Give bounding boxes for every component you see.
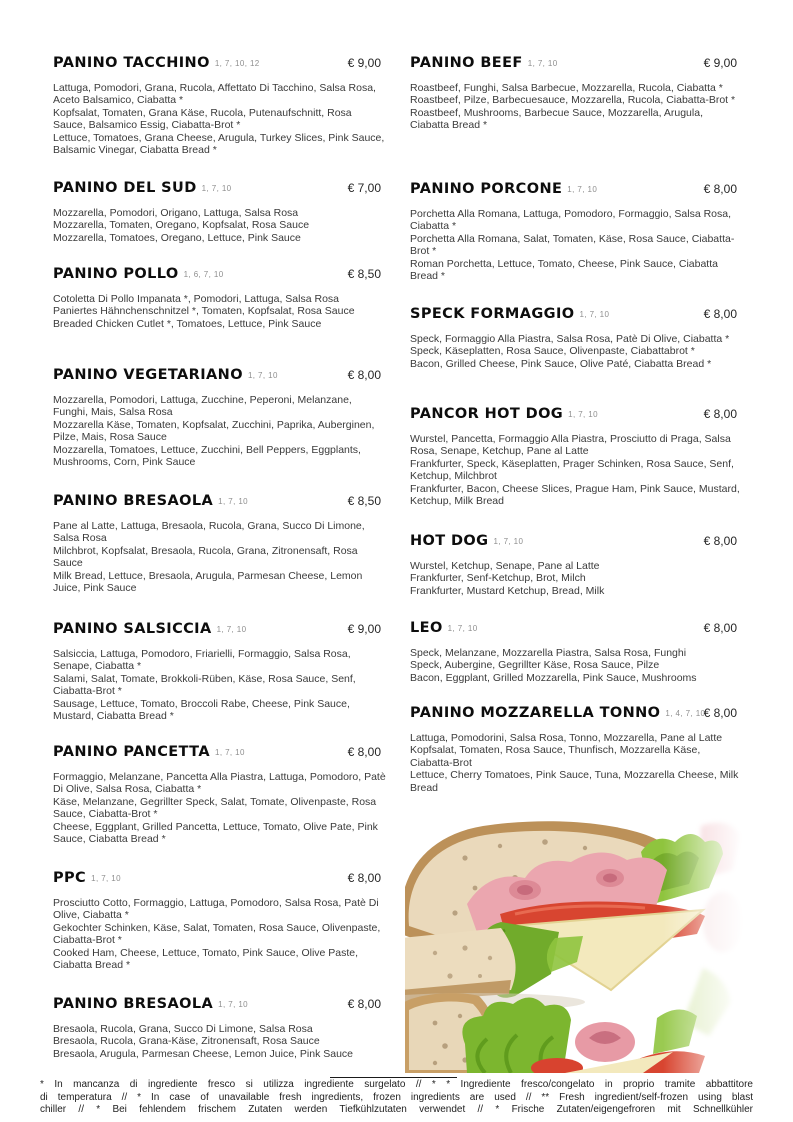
description-line-de: Mozzarella, Tomaten, Oregano, Kopfsalat, Rosa Sauce bbox=[53, 219, 310, 232]
item-allergens: 1, 7, 10 bbox=[567, 185, 598, 194]
item-price: € 8,00 bbox=[347, 871, 381, 885]
item-description bbox=[53, 82, 387, 156]
item-name bbox=[53, 996, 337, 1014]
item-header bbox=[53, 266, 387, 284]
description-line-it: Roastbeef, Funghi, Salsa Barbecue, Mozzarella, Rucola, Ciabatta * bbox=[410, 82, 723, 94]
description-line-it: Wurstel, Pancetta, Formaggio Alla Piastra, Prosciutto di Praga, Salsa Rosa, Senape, Ketchup, Pane al Latte bbox=[410, 433, 731, 458]
description-line-en: Bacon, Grilled Cheese, Pink Sauce, Olive Paté, Ciabatta Bread * bbox=[410, 357, 712, 370]
menu-item bbox=[53, 621, 387, 722]
description-line-en: Mozzarella, Tomatoes, Oregano, Lettuce, Pink Sauce bbox=[53, 231, 301, 244]
item-name-text: PANINO PANCETTA bbox=[53, 744, 210, 760]
description-line-it: Formaggio, Melanzane, Pancetta Alla Piastra, Lattuga, Pomodoro, Patè Di Olive, Salsa Rosa, Ciabatta * bbox=[53, 771, 386, 796]
item-name-text: PANINO BRESAOLA bbox=[53, 996, 214, 1012]
item-price: € 9,00 bbox=[347, 622, 381, 636]
description-line-de: Frankfurter, Speck, Käseplatten, Prager Schinken, Rosa Sauce, Senf, Ketchup, Milchbrot bbox=[410, 457, 734, 483]
item-name bbox=[53, 180, 337, 198]
item-price: € 8,50 bbox=[347, 494, 381, 508]
description-line-de: Gekochter Schinken, Käse, Salat, Tomaten, Rosa Sauce, Olivenpaste, Ciabatta-Brot * bbox=[53, 921, 381, 947]
item-header bbox=[53, 55, 387, 73]
description-line-de: Milchbrot, Kopfsalat, Bresaola, Rucola, Grana, Zitronensaft, Rosa Sauce bbox=[53, 544, 358, 570]
item-allergens: 1, 7, 10 bbox=[447, 624, 478, 633]
description-line-de: Salami, Salat, Tomate, Brokkoli-Rüben, Käse, Rosa Sauce, Senf, Ciabatta-Brot * bbox=[53, 672, 356, 698]
description-line-de: Speck, Käseplatten, Rosa Sauce, Olivenpaste, Ciabattabrot * bbox=[410, 345, 695, 358]
description-line-en: Lettuce, Cherry Tomatoes, Pink Sauce, Tuna, Mozzarella Cheese, Milk Bread bbox=[410, 769, 739, 794]
item-price: € 8,00 bbox=[703, 706, 737, 720]
item-name bbox=[410, 306, 694, 324]
description-line-de: Mozzarella Käse, Tomaten, Kopfsalat, Zucchini, Paprika, Auberginen, Pilze, Mais, Rosa Sauce bbox=[53, 418, 375, 444]
menu-item bbox=[53, 367, 387, 468]
item-header bbox=[53, 744, 387, 762]
item-price: € 8,00 bbox=[703, 534, 737, 548]
item-header bbox=[410, 306, 744, 324]
item-name-text: PPC bbox=[53, 870, 87, 886]
item-price: € 8,00 bbox=[347, 997, 381, 1011]
item-name bbox=[53, 367, 337, 385]
item-name bbox=[53, 744, 337, 762]
menu-item bbox=[410, 406, 744, 507]
menu-item bbox=[410, 55, 744, 132]
item-description bbox=[410, 208, 744, 282]
description-line-de: Speck, Aubergine, Gegrillter Käse, Rosa Sauce, Pilze bbox=[410, 659, 660, 672]
item-description bbox=[410, 82, 744, 132]
item-name bbox=[53, 493, 337, 511]
menu-item bbox=[53, 266, 387, 330]
item-description bbox=[53, 1023, 387, 1060]
description-line-de: Paniertes Hähnchenschnitzel *, Tomaten, Kopfsalat, Rosa Sauce bbox=[53, 305, 355, 318]
item-allergens: 1, 7, 10 bbox=[214, 748, 245, 757]
item-price: € 8,00 bbox=[347, 368, 381, 382]
description-line-it: Prosciutto Cotto, Formaggio, Lattuga, Pomodoro, Salsa Rosa, Patè Di Olive, Ciabatta * bbox=[53, 897, 379, 922]
description-line-it: Lattuga, Pomodorini, Salsa Rosa, Tonno, Mozzarella, Pane al Latte bbox=[410, 732, 723, 744]
item-description bbox=[53, 207, 387, 244]
item-description bbox=[410, 647, 744, 684]
item-name-text: PANINO TACCHINO bbox=[53, 55, 210, 71]
description-line-en: Breaded Chicken Cutlet *, Tomatoes, Lettuce, Pink Sauce bbox=[53, 317, 322, 330]
item-description bbox=[410, 732, 744, 794]
menu-item bbox=[53, 493, 387, 594]
item-price: € 8,00 bbox=[703, 621, 737, 635]
footnote-line: di temperatura // * In case of unavailable fresh ingredients, frozen ingredients are used // ** Fresh ingredient/self-frozen using blast bbox=[40, 1091, 753, 1103]
item-description bbox=[53, 293, 387, 330]
item-name-text: PANINO BEEF bbox=[410, 55, 523, 71]
description-line-en: Milk Bread, Lettuce, Bresaola, Arugula, Parmesan Cheese, Lemon Juice, Pink Sauce bbox=[53, 569, 363, 595]
item-description bbox=[53, 648, 387, 722]
item-allergens: 1, 7, 10 bbox=[216, 625, 247, 634]
item-name-text: PANINO VEGETARIANO bbox=[53, 367, 243, 383]
item-allergens: 1, 6, 7, 10 bbox=[183, 270, 224, 279]
description-line-de: Bresaola, Rucola, Grana-Käse, Zitronensaft, Rosa Sauce bbox=[53, 1035, 320, 1048]
item-allergens: 1, 7, 10 bbox=[493, 537, 524, 546]
description-line-de: Käse, Melanzane, Gegrillter Speck, Salat, Tomate, Olivenpaste, Rosa Sauce, Ciabatta-Brot * bbox=[53, 795, 377, 821]
item-name bbox=[410, 705, 706, 723]
description-line-it: Lattuga, Pomodori, Grana, Rucola, Affettato Di Tacchino, Salsa Rosa, Aceto Balsamico, Ciabatta * bbox=[53, 82, 376, 107]
item-header bbox=[410, 181, 744, 199]
menu-item bbox=[53, 744, 387, 845]
item-price: € 8,00 bbox=[703, 407, 737, 421]
item-name-text: PANINO SALSICCIA bbox=[53, 621, 212, 637]
menu-item bbox=[53, 996, 387, 1060]
item-description bbox=[53, 520, 387, 594]
description-line-it: Mozzarella, Pomodori, Origano, Lattuga, Salsa Rosa bbox=[53, 207, 299, 219]
item-name-text: PANINO MOZZARELLA TONNO bbox=[410, 705, 661, 721]
item-price: € 8,00 bbox=[347, 745, 381, 759]
menu-column-left bbox=[53, 0, 387, 1122]
item-name-text: PANINO POLLO bbox=[53, 266, 179, 282]
item-name bbox=[53, 266, 337, 284]
menu-item bbox=[53, 55, 387, 156]
description-line-it: Salsiccia, Lattuga, Pomodoro, Friarielli, Formaggio, Salsa Rosa, Senape, Ciabatta * bbox=[53, 648, 351, 673]
item-name bbox=[410, 620, 694, 638]
item-header bbox=[410, 533, 744, 551]
item-name bbox=[410, 533, 694, 551]
item-name-text: PANCOR HOT DOG bbox=[410, 406, 564, 422]
item-allergens: 1, 7, 10 bbox=[247, 371, 278, 380]
description-line-en: Bacon, Eggplant, Grilled Mozzarella, Pink Sauce, Mushrooms bbox=[410, 671, 697, 684]
footnote-divider-line bbox=[330, 1077, 457, 1078]
description-line-it: Pane al Latte, Lattuga, Bresaola, Rucola, Grana, Succo Di Limone, Salsa Rosa bbox=[53, 520, 365, 545]
item-name-text: HOT DOG bbox=[410, 533, 489, 549]
footnote-line: chiller // * Bei fehlendem frischem Zutaten werden Tiefkühlzutaten verwendet // * Frische Zutaten/eigengefroren mit Schnellkühler bbox=[40, 1104, 753, 1116]
description-line-en: Frankfurter, Bacon, Cheese Slices, Prague Ham, Pink Sauce, Mustard, Ketchup, Milk Bread bbox=[410, 482, 740, 508]
item-header bbox=[53, 996, 387, 1014]
description-line-it: Mozzarella, Pomodori, Lattuga, Zucchine, Peperoni, Melanzane, Funghi, Mais, Salsa Rosa bbox=[53, 394, 352, 419]
item-header bbox=[410, 705, 744, 723]
description-line-en: Frankfurter, Mustard Ketchup, Bread, Milk bbox=[410, 584, 605, 597]
description-line-de: Roastbeef, Pilze, Barbecuesauce, Mozzarella, Rucola, Ciabatta-Brot * bbox=[410, 94, 736, 107]
item-header bbox=[53, 621, 387, 639]
item-header bbox=[53, 870, 387, 888]
description-line-it: Bresaola, Rucola, Grana, Succo Di Limone, Salsa Rosa bbox=[53, 1023, 313, 1035]
description-line-de: Kopfsalat, Tomaten, Grana Käse, Rucola, Putenaufschnitt, Rosa Sauce, Balsamico Essig, Ciabatta-Brot * bbox=[53, 106, 352, 132]
description-line-de: Frankfurter, Senf-Ketchup, Brot, Milch bbox=[410, 572, 586, 585]
menu-item bbox=[410, 181, 744, 282]
item-price: € 8,00 bbox=[703, 307, 737, 321]
item-allergens: 1, 7, 10, 12 bbox=[214, 59, 260, 68]
item-price: € 8,50 bbox=[347, 267, 381, 281]
item-price: € 8,00 bbox=[703, 182, 737, 196]
item-allergens: 1, 7, 10 bbox=[201, 184, 232, 193]
menu-item bbox=[410, 533, 744, 597]
item-name bbox=[410, 55, 694, 73]
description-line-en: Roastbeef, Mushrooms, Barbecue Sauce, Mozzarella, Arugula, Ciabatta Bread * bbox=[410, 106, 703, 132]
description-line-en: Cheese, Eggplant, Grilled Pancetta, Lettuce, Tomato, Olive Pate, Pink Sauce, Ciabatta Bread * bbox=[53, 820, 378, 846]
item-name-text: PANINO PORCONE bbox=[410, 181, 563, 197]
item-header bbox=[410, 406, 744, 424]
description-line-en: Roman Porchetta, Lettuce, Tomato, Cheese, Pink Sauce, Ciabatta Bread * bbox=[410, 257, 718, 283]
item-name-text: PANINO DEL SUD bbox=[53, 180, 197, 196]
footnote bbox=[40, 1079, 753, 1117]
item-description bbox=[53, 897, 387, 971]
item-allergens: 1, 7, 10 bbox=[218, 1000, 249, 1009]
item-allergens: 1, 7, 10 bbox=[527, 59, 558, 68]
footnote-line: * In mancanza di ingrediente fresco si utilizza ingrediente surgelato // * * Ingrediente fresco/congelato in proprio tramite abbattitore bbox=[40, 1079, 753, 1090]
item-name bbox=[53, 55, 337, 73]
description-line-it: Porchetta Alla Romana, Lattuga, Pomodoro, Formaggio, Salsa Rosa, Ciabatta * bbox=[410, 208, 732, 233]
menu-item bbox=[410, 620, 744, 684]
item-name bbox=[53, 870, 337, 888]
menu-item bbox=[410, 705, 744, 794]
description-line-it: Wurstel, Ketchup, Senape, Pane al Latte bbox=[410, 560, 600, 572]
item-price: € 9,00 bbox=[703, 56, 737, 70]
item-allergens: 1, 7, 10 bbox=[568, 410, 598, 419]
item-name bbox=[53, 621, 337, 639]
item-header bbox=[410, 55, 744, 73]
description-line-en: Lettuce, Tomatoes, Grana Cheese, Arugula, Turkey Slices, Pink Sauce, Balsamic Vinegar, Ciabatta Bread * bbox=[53, 131, 385, 157]
item-name-text: LEO bbox=[410, 620, 443, 636]
description-line-de: Kopfsalat, Tomaten, Rosa Sauce, Thunfisch, Mozzarella Käse, Ciabatta-Brot bbox=[410, 744, 701, 769]
description-line-en: Cooked Ham, Cheese, Lettuce, Tomato, Pink Sauce, Olive Paste, Ciabatta Bread * bbox=[53, 946, 359, 972]
item-allergens: 1, 7, 10 bbox=[579, 310, 610, 319]
item-name-text: SPECK FORMAGGIO bbox=[410, 306, 575, 322]
item-name bbox=[410, 406, 694, 424]
menu-item bbox=[53, 870, 387, 971]
item-allergens: 1, 7, 10 bbox=[91, 874, 121, 883]
description-line-en: Bresaola, Arugula, Parmesan Cheese, Lemon Juice, Pink Sauce bbox=[53, 1047, 354, 1060]
item-allergens: 1, 4, 7, 10 bbox=[665, 709, 706, 718]
item-description bbox=[53, 771, 387, 845]
item-header bbox=[53, 367, 387, 385]
item-header bbox=[53, 180, 387, 198]
menu-item bbox=[410, 306, 744, 370]
description-line-it: Speck, Formaggio Alla Piastra, Salsa Rosa, Patè Di Olive, Ciabatta * bbox=[410, 333, 730, 345]
item-description bbox=[410, 560, 744, 597]
description-line-it: Speck, Melanzane, Mozzarella Piastra, Salsa Rosa, Funghi bbox=[410, 647, 687, 659]
item-allergens: 1, 7, 10 bbox=[218, 497, 249, 506]
sandwich-photo bbox=[405, 818, 745, 1073]
item-description bbox=[410, 333, 744, 370]
description-line-de: Porchetta Alla Romana, Salat, Tomaten, Käse, Rosa Sauce, Ciabatta-Brot * bbox=[410, 232, 735, 258]
item-description bbox=[53, 394, 387, 468]
description-line-it: Cotoletta Di Pollo Impanata *, Pomodori, Lattuga, Salsa Rosa bbox=[53, 293, 339, 305]
description-line-en: Sausage, Lettuce, Tomato, Broccoli Rabe, Cheese, Pink Sauce, Mustard, Ciabatta Bread * bbox=[53, 697, 350, 723]
item-description bbox=[410, 433, 744, 507]
description-line-en: Mozzarella, Tomatoes, Lettuce, Zucchini, Bell Peppers, Eggplants, Mushrooms, Corn, Pink Sauce bbox=[53, 443, 361, 469]
item-header bbox=[53, 493, 387, 511]
menu-item bbox=[53, 180, 387, 244]
item-price: € 7,00 bbox=[347, 181, 381, 195]
item-price: € 9,00 bbox=[347, 56, 381, 70]
item-header bbox=[410, 620, 744, 638]
item-name bbox=[410, 181, 694, 199]
item-name-text: PANINO BRESAOLA bbox=[53, 493, 214, 509]
